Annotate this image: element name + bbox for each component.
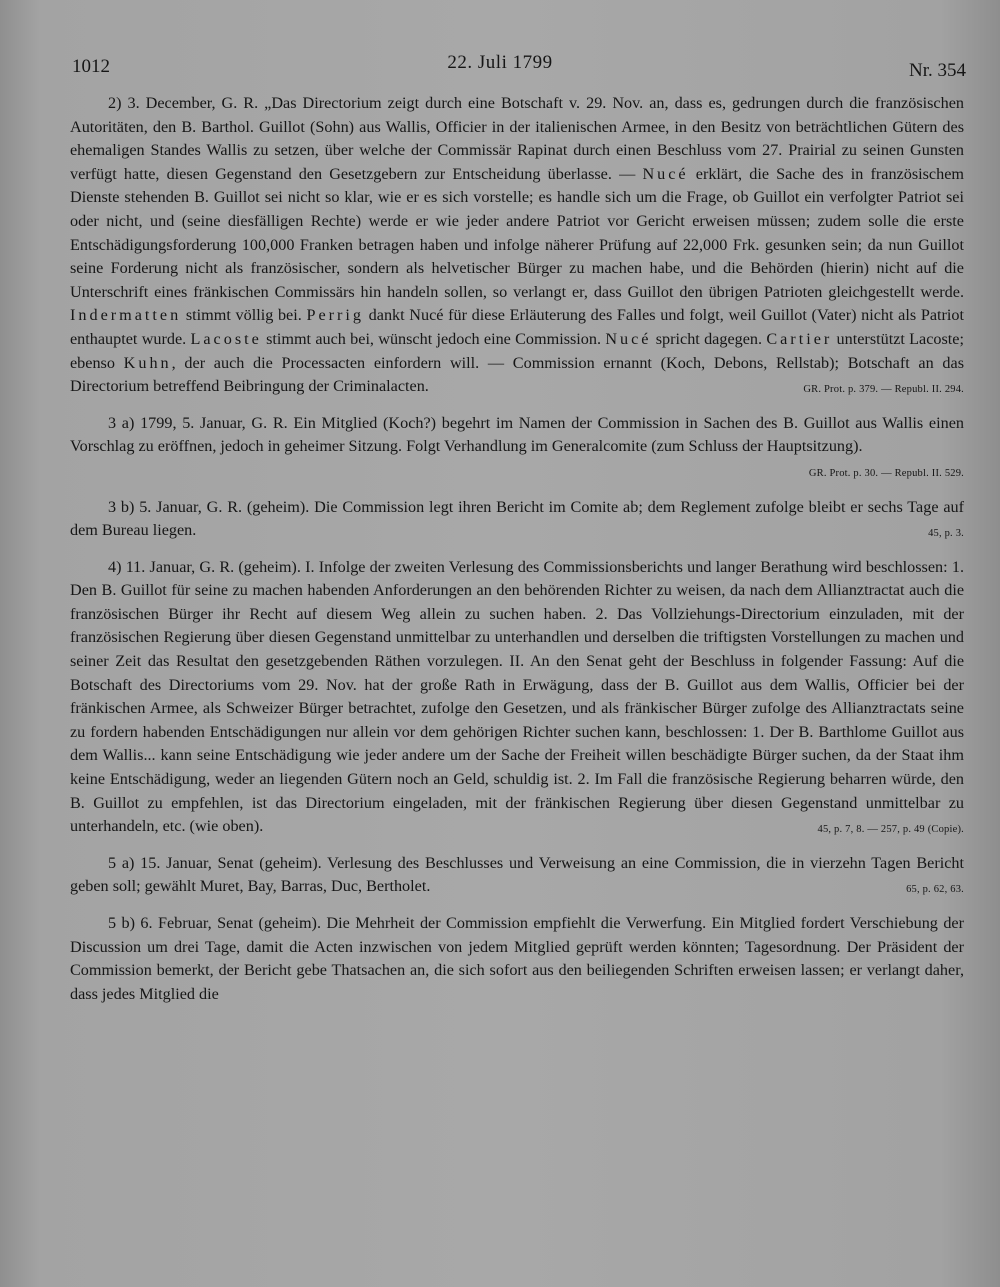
paragraph-text: , der auch die Processacten einfordern will. — Commission ernannt (Koch, Debons, Rellstab); Botschaft an das Directorium betreffend Beibringung der Criminalacten.	[70, 353, 965, 396]
paragraph-text: 2) 3. December, G. R. „Das Directorium zeigt durch eine Botschaft v. 29. Nov. an, dass es, gedrungen durch die französischen Autoritäten, den B. Barthol. Guillot (Sohn) aus Wallis, Officier in der italienischen Armee, in den Besitz von beträchtlichen Gütern des ehemaligen Standes Wallis zu setzen, über welche der Commissär Rapinat durch einen Beschluss vom 27. Prairial zu seinen Gunsten verfügt hatte, diesen Gegenstand den Gesetzgebern zur Entscheidung überlasse. —	[70, 94, 964, 183]
spaced-name: Perrig	[306, 306, 365, 325]
paragraph	[70, 92, 964, 402]
source-reference: 45, p. 7, 8. — 257, p. 49 (Copie).	[817, 824, 964, 836]
source-reference: GR. Prot. p. 30. — Republ. II. 529.	[808, 467, 964, 479]
paragraph	[70, 412, 964, 486]
paragraph-text: spricht dagegen.	[651, 329, 767, 348]
page-body	[70, 92, 964, 1016]
page-number: 1012	[72, 56, 110, 77]
paragraph-text: dankt Nucé für diese Erläuterung des Falles und folgt, weil Guillot (Vater) nicht als Patriot enthauptet wurde.	[70, 306, 964, 348]
paragraph-text: unterstützt Lacoste; ebenso	[70, 329, 964, 372]
paragraph-text: erklärt, die Sache des in französischem Dienste stehenden B. Guillot sei nicht so klar, wie er es sich vorstelle; es handle sich um die Frage, ob Guillot ein verfolgter Patriot sei oder nicht, und (seine diesfälligen Rechte) werde er wie jeder andere Patriot vor Gericht erweisen müssen; zudem solle die erste Entschädigungsforderung 100,000 Franken betragen haben und infolge näherer Prüfung auf 22,000 Frk. gesunken sein; da nun Guillot seine Forderung nicht als französischer, sondern als helvetischer Bürger zu machen habe, und die Behörden (hierin) nicht auf die Unterschrift eines fränkischen Commissärs hin handeln sollen, so verlangt er, dass Guillot den übrigen Patrioten gleichgestellt werde.	[70, 164, 964, 301]
source-reference: 45, p. 3.	[928, 528, 964, 540]
paragraph	[70, 556, 964, 842]
paragraph-text: 3 b) 5. Januar, G. R. (geheim). Die Commission legt ihren Bericht im Comite ab; dem Reglement zufolge bleibt er sechs Tage auf dem Bureau liegen.	[70, 497, 964, 540]
entry-number: Nr. 354	[909, 60, 966, 81]
spaced-name: Cartier	[766, 329, 833, 348]
spaced-name: Kuhn	[123, 353, 172, 372]
source-reference: GR. Prot. p. 379. — Republ. II. 294.	[803, 384, 964, 396]
spaced-name: Indermatten	[70, 306, 182, 325]
paragraph-text: 5 b) 6. Februar, Senat (geheim). Die Mehrheit der Commission empfiehlt die Verwerfung. Ein Mitglied fordert Verschiebung der Discussion um drei Tage, damit die Acten inzwischen von jedem Mitglied geprüft werden könnten; Tagesordnung. Der Präsident der Commission bemerkt, der Bericht gebe Thatsachen an, die sich sofort aus den beiliegenden Schriften erweisen lassen; er verlangt daher, dass jedes Mitglied die	[70, 914, 964, 1003]
running-title-date: 22. Juli 1799	[447, 52, 553, 73]
paragraph	[70, 496, 964, 546]
spaced-name: Nucé	[605, 329, 652, 348]
paragraph-text: stimmt völlig bei.	[181, 306, 307, 325]
paragraph-text: 4) 11. Januar, G. R. (geheim). I. Infolge der zweiten Verlesung des Commissionsberichts und langer Berathung wird beschlossen: 1. Den B. Guillot für seine zu machen habenden Anforderungen an den behörenden Richter zu weisen, da nach dem Allianztractat auch die französischen Bürger ihr Recht auf diesem Weg allein zu suchen haben. 2. Das Vollziehungs-Directorium einzuladen, mit der französischen Regierung über diesen Gegenstand unmittelbar zu unterhandlen und derselben die triftigsten Vorstellungen zu machen und seiner Zeit das Resultat den gesetzgebenden Räthen vorzulegen. II. An den Senat geht der Beschluss in folgender Fassung: Auf die Botschaft des Directoriums vom 29. Nov. hat der große Rath in Erwägung, dass der B. Guillot aus dem Wallis, Officier bei der fränkischen Armee, als Schweizer Bürger betrachtet, zufolge den Gesetzen, und als fränkischer Bürger zufolge des Allianztractats seine zu fordern habenden Entschädigungen nur allein vor dem gehörigen Richter suchen kann, beschlossen: 1. Der B. Barthlome Guillot aus dem Wallis... kann seine Entschädigung wie jeder andere um der Sache der Freiheit willen beschädigte Bürger suchen, da der Staat ihm keine Entschädigung, weder an liegenden Gütern noch an Geld, schuldig ist. 2. Im Fall die französische Regierung beharren würde, den B. Guillot zu empfehlen, ist das Directorium eingeladen, mit der fränkischen Regierung über diesen Gegenstand unmittelbar zu unterhandeln, etc. (wie oben).	[70, 557, 964, 836]
paragraph-text: 3 a) 1799, 5. Januar, G. R. Ein Mitglied (Koch?) begehrt im Namen der Commission in Sachen des B. Guillot aus Wallis einen Vorschlag zu eröffnen, jedoch in geheimer Sitzung. Folgt Verhandlung im Generalcomite (zum Schluss der Hauptsitzung).	[70, 413, 964, 456]
spaced-name: Lacoste	[190, 329, 262, 348]
spaced-name: Nucé	[642, 164, 689, 183]
paragraph	[70, 852, 964, 902]
page-header	[0, 48, 1000, 81]
source-reference: 65, p. 62, 63.	[906, 884, 964, 896]
paragraph-text: stimmt auch bei, wünscht jedoch eine Commission.	[261, 329, 606, 348]
paragraph-text: 5 a) 15. Januar, Senat (geheim). Verlesung des Beschlusses und Verweisung an eine Commission, die in vierzehn Tagen Bericht geben soll; gewählt Muret, Bay, Barras, Duc, Bertholet.	[70, 853, 964, 896]
paragraph	[70, 912, 964, 1006]
